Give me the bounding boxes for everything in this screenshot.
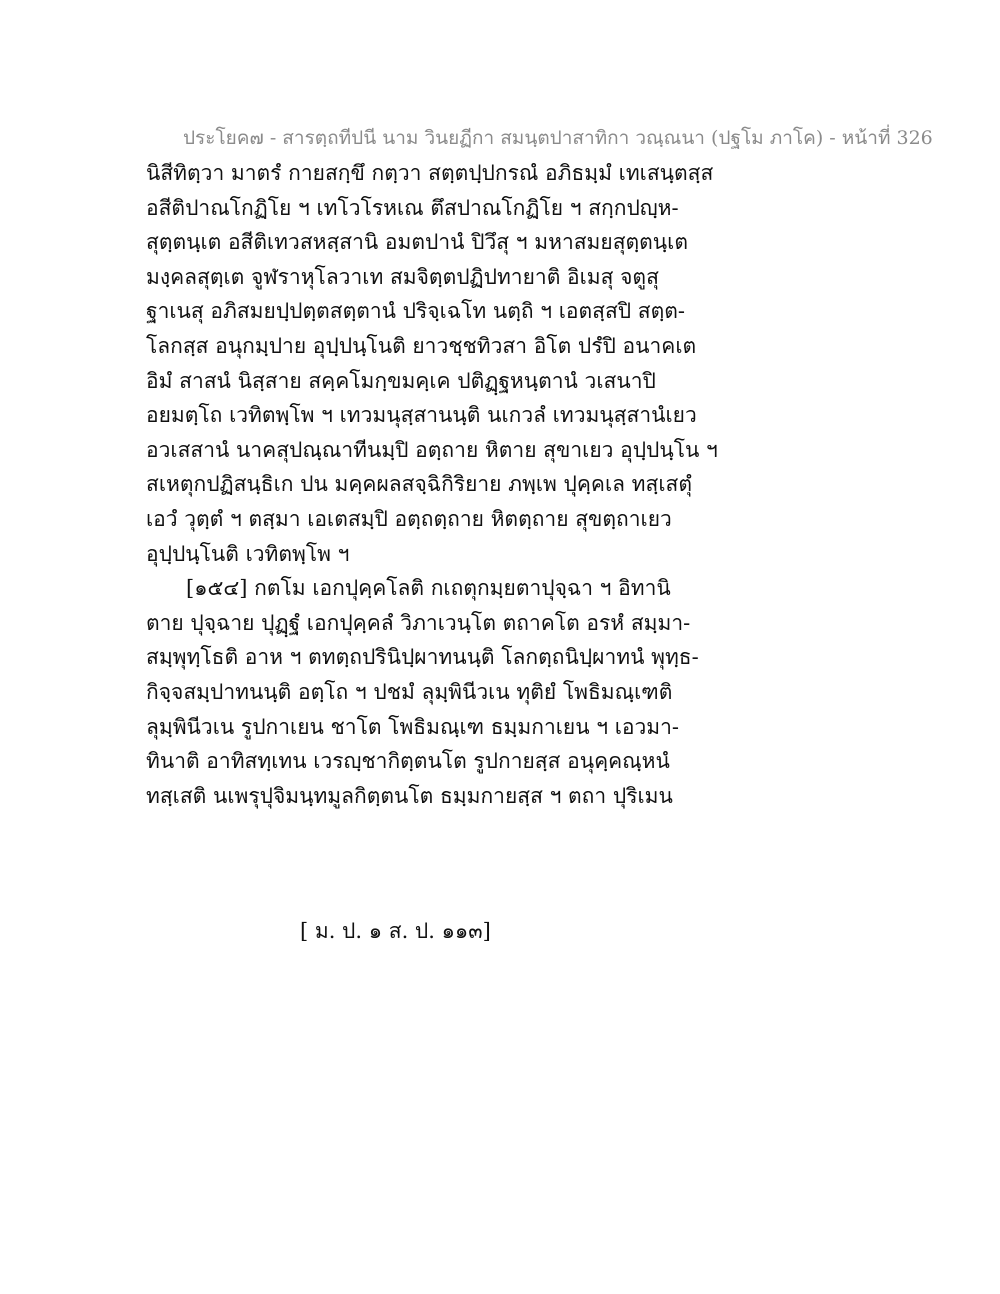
text-line: สุตฺตนฺเต อสีติเทวสหสฺสานิ อมตปานํ ปิวึสุ ฯ มหาสมยสุตฺตนฺเต xyxy=(146,230,688,255)
text-line: ฐาเนสุ อภิสมยปฺปตฺตสตฺตานํ ปริจฺเฉโท นตฺถิ ฯ เอตสฺสปิ สตฺต- xyxy=(146,299,685,324)
text-line: สมฺพุทฺโธติ อาห ฯ ตทตฺถปรินิปฺผาทนนฺติ โลกตฺถนิปฺผาทนํ พุทฺธ- xyxy=(146,645,699,670)
text-line: อิมํ สาสนํ นิสฺสาย สคฺคโมกฺขมคฺเค ปติฏฺฐหนฺตานํ วเสนาปิ xyxy=(146,368,656,393)
text-line: ทสฺเสติ นเพรุปุจิมนฺทมูลกิตฺตนโต ธมฺมกายสฺส ฯ ตถา ปุริเมน xyxy=(146,783,673,808)
text-line: ลุมฺพินีวเน รูปกาเยน ชาโต โพธิมณฺเฑ ธมฺมกาเยน ฯ เอวมา- xyxy=(146,714,680,739)
text-line: มงฺคลสุตฺเต จูฬราหุโลวาเท สมจิตฺตปฏิปทายาติ อิเมสุ จตูสุ xyxy=(146,264,659,289)
text-line: โลกสฺส อนุกมฺปาย อุปฺปนฺโนติ ยาวชฺชทิวสา อิโต ปรํปิ อนาคเต xyxy=(146,333,697,358)
text-line: นิสีทิตฺวา มาตรํ กายสกฺขึ กตฺวา สตฺตปฺปกรณํ อภิธมฺมํ เทเสนฺตสฺส xyxy=(146,161,714,185)
text-line: ทินาติ อาทิสทฺเทน เวรญฺชากิตฺตนโต รูปกายสฺส อนุคฺคณฺหนํ xyxy=(146,749,670,774)
text-line: เอวํ วุตฺตํ ฯ ตสฺมา เอเตสมฺปิ อตฺถตฺถาย หิตตฺถาย สุขตฺถาเยว xyxy=(146,506,672,531)
paragraph-start-line: [๑๕๔] กตโม เอกปุคฺคโลติ กเถตุกมฺยตาปุจฺฉา ฯ อิทานิ xyxy=(186,576,671,601)
body-text xyxy=(146,156,866,813)
text-line: อวเสสานํ นาคสุปณฺณาทีนมฺปิ อตฺถาย หิตาย สุขาเยว อุปฺปนฺโน ฯ xyxy=(146,437,718,462)
text-line: อสีติปาณโกฏิโย ฯ เทโวโรหเณ ตึสปาณโกฏิโย ฯ สกฺกปญฺห- xyxy=(146,195,679,220)
text-line: ตาย ปุจฺฉาย ปุฏฺฐํ เอกปุคฺคลํ วิภาเวนฺโต ตถาคโต อรหํ สมฺมา- xyxy=(146,610,691,635)
text-line: กิจฺจสมฺปาทนนฺติ อตฺโถ ฯ ปชมํ ลุมฺพินีวเน ทุติยํ โพธิมณฺเฑติ xyxy=(146,679,673,704)
text-line: อยมตฺโถ เวทิตพฺโพ ฯ เทวมนุสฺสานนฺติ นเกวลํ เทวมนุสฺสานํเยว xyxy=(146,403,697,428)
text-line: อุปฺปนฺโนติ เวทิตพฺโพ ฯ xyxy=(146,541,350,566)
running-head: ประโยค๗ - สารตฺถทีปนี นาม วินยฏีกา สมนฺตปาสาทิกา วณฺณนา (ปฐโม ภาโค) - หน้าที่ 326 xyxy=(183,127,933,149)
page-reference: [ ม. ป. ๑ ส. ป. ๑๑๓] xyxy=(300,919,491,943)
text-line: สเหตุกปฏิสนฺธิเก ปน มคฺคผลสจฺฉิกิริยาย ภพฺเพ ปุคฺคเล ทสฺเสตุํ xyxy=(146,472,692,497)
